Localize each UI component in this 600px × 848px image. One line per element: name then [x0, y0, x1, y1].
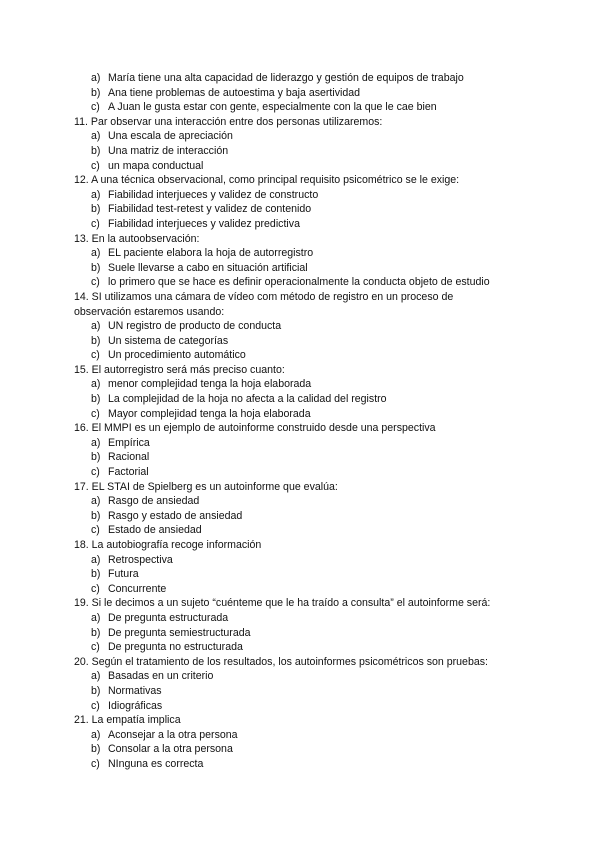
option-text: EL paciente elabora la hoja de autorregistro: [108, 247, 314, 260]
option-marker: c): [91, 407, 100, 420]
option-marker: c): [91, 159, 100, 172]
option-marker: c): [91, 757, 100, 770]
option-marker: b): [91, 626, 101, 639]
option-marker: b): [91, 568, 101, 581]
answer-option: [0, 465, 600, 480]
option-text: Consolar a la otra persona: [108, 743, 233, 756]
option-marker: a): [91, 72, 101, 84]
option-text: Aconsejar a la otra persona: [108, 728, 238, 741]
answer-option: [0, 494, 600, 509]
answer-option: [0, 188, 600, 203]
question-text: 17. EL STAI de Spielberg es un autoinforme que evalúa:: [74, 480, 338, 493]
question-text: 13. En la autoobservación:: [74, 232, 200, 245]
option-marker: a): [91, 553, 101, 566]
option-text: Un sistema de categorías: [108, 334, 229, 347]
option-marker: b): [91, 144, 101, 157]
option-text: Mayor complejidad tenga la hoja elaborada: [108, 407, 311, 420]
option-marker: b): [91, 334, 101, 347]
answer-option: [0, 348, 600, 363]
option-marker: c): [91, 276, 100, 289]
option-marker: b): [91, 509, 101, 522]
answer-option: [0, 728, 600, 743]
option-marker: a): [91, 378, 101, 391]
option-marker: c): [91, 101, 100, 114]
answer-option: [0, 246, 600, 261]
option-text: menor complejidad tenga la hoja elaborada: [108, 378, 312, 391]
answer-option: [0, 100, 600, 115]
option-text: Rasgo de ansiedad: [108, 495, 200, 508]
option-marker: c): [91, 466, 100, 479]
answer-option: [0, 129, 600, 144]
option-marker: a): [91, 188, 101, 201]
option-text: Futura: [108, 568, 139, 581]
answer-option: [0, 567, 600, 582]
question-text: 21. La empatía implica: [74, 714, 181, 727]
option-text: Factorial: [108, 466, 149, 479]
option-text: Fiabilidad test-retest y validez de contenido: [108, 203, 312, 216]
option-marker: b): [91, 451, 101, 464]
question-text: observación estaremos usando:: [74, 305, 225, 318]
answer-option: [0, 450, 600, 465]
option-marker: a): [91, 247, 101, 260]
answer-option: [0, 553, 600, 568]
option-text: Idiográficas: [108, 699, 163, 712]
option-text: Retrospectiva: [108, 553, 173, 566]
question-text: 14. SI utilizamos una cámara de vídeo com método de registro en un proceso de: [74, 290, 454, 303]
option-text: Una matriz de interacción: [108, 144, 229, 157]
option-marker: c): [91, 641, 100, 654]
question-list: [0, 71, 600, 772]
option-text: NInguna es correcta: [108, 757, 204, 770]
answer-option: [0, 509, 600, 524]
answer-option: [0, 436, 600, 451]
option-marker: b): [91, 203, 101, 216]
answer-option: [0, 523, 600, 538]
answer-option: [0, 407, 600, 422]
option-marker: a): [91, 495, 101, 508]
option-text: lo primero que se hace es definir operacionalmente la conducta objeto de estudio: [108, 276, 490, 289]
option-text: Estado de ansiedad: [108, 524, 202, 537]
option-marker: b): [91, 393, 101, 406]
answer-option: [0, 144, 600, 159]
option-marker: b): [91, 743, 101, 756]
question-text: 15. El autorregistro será más preciso cuanto:: [74, 363, 285, 376]
answer-option: [0, 71, 600, 86]
option-text: UN registro de producto de conducta: [108, 320, 282, 333]
answer-option: [0, 217, 600, 232]
answer-option: [0, 159, 600, 174]
option-marker: a): [91, 670, 101, 683]
option-text: Racional: [108, 451, 150, 464]
option-text: De pregunta no estructurada: [108, 641, 243, 654]
option-text: Normativas: [108, 684, 162, 697]
option-text: un mapa conductual: [108, 159, 204, 172]
option-text: De pregunta semiestructurada: [108, 626, 251, 639]
option-marker: c): [91, 524, 100, 537]
option-text: Fiabilidad interjueces y validez de constructo: [108, 188, 319, 201]
answer-option: [0, 626, 600, 641]
answer-option: [0, 202, 600, 217]
option-text: Suele llevarse a cabo en situación artificial: [108, 261, 308, 274]
option-marker: c): [91, 349, 100, 362]
option-marker: a): [91, 728, 101, 741]
option-marker: b): [91, 86, 101, 99]
option-marker: a): [91, 320, 101, 333]
answer-option: [0, 640, 600, 655]
option-text: Ana tiene problemas de autoestima y baja asertividad: [108, 86, 361, 99]
answer-option: [0, 392, 600, 407]
option-text: Concurrente: [108, 582, 167, 595]
option-marker: a): [91, 436, 101, 449]
option-text: Fiabilidad interjueces y validez predictiva: [108, 217, 300, 230]
option-text: La complejidad de la hoja no afecta a la calidad del registro: [108, 393, 387, 406]
option-text: María tiene una alta capacidad de liderazgo y gestión de equipos de trabajo: [108, 72, 464, 84]
answer-option: [0, 275, 600, 290]
option-marker: b): [91, 684, 101, 697]
option-marker: c): [91, 217, 100, 230]
answer-option: [0, 699, 600, 714]
answer-option: [0, 582, 600, 597]
answer-option: [0, 261, 600, 276]
answer-option: [0, 334, 600, 349]
answer-option: [0, 669, 600, 684]
option-text: Empírica: [108, 436, 150, 449]
option-text: Una escala de apreciación: [108, 130, 233, 143]
question-text: 11. Par observar una interacción entre dos personas utilizaremos:: [74, 115, 383, 128]
option-marker: c): [91, 699, 100, 712]
answer-option: [0, 684, 600, 699]
option-marker: c): [91, 582, 100, 595]
question-text: 12. A una técnica observacional, como principal requisito psicométrico se le exige:: [74, 174, 460, 187]
option-text: Rasgo y estado de ansiedad: [108, 509, 243, 522]
answer-option: [0, 86, 600, 101]
option-marker: a): [91, 130, 101, 143]
answer-option: [0, 377, 600, 392]
question-text: 18. La autobiografía recoge información: [74, 539, 262, 551]
option-text: De pregunta estructurada: [108, 611, 229, 624]
option-marker: a): [91, 611, 101, 624]
answer-option: [0, 742, 600, 757]
option-text: Un procedimiento automático: [108, 349, 246, 362]
option-text: Basadas en un criterio: [108, 670, 214, 683]
answer-option: [0, 319, 600, 334]
answer-option: [0, 611, 600, 626]
question-text: 19. Si le decimos a un sujeto “cuénteme que le ha traído a consulta” el autoinforme será:: [74, 597, 491, 610]
question-text: 16. El MMPI es un ejemplo de autoinforme construido desde una perspectiva: [74, 422, 436, 435]
answer-option: [0, 757, 600, 772]
option-marker: b): [91, 261, 101, 274]
question-text: 20. Según el tratamiento de los resultados, los autoinformes psicométricos son pruebas:: [74, 655, 488, 668]
option-text: A Juan le gusta estar con gente, especialmente con la que le cae bien: [108, 101, 437, 114]
